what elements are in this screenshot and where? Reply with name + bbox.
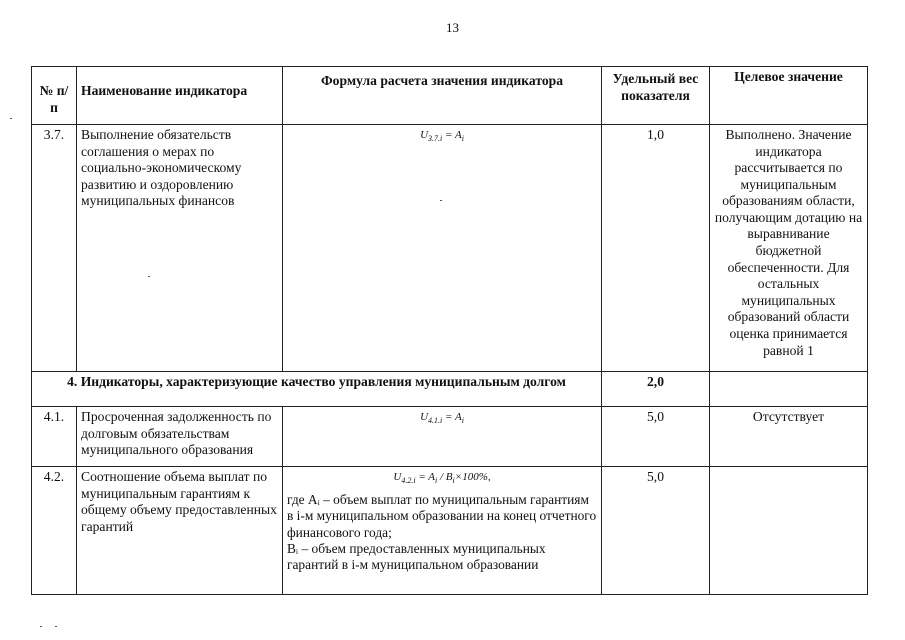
table-row-4-2 (32, 467, 868, 595)
scan-speck (40, 626, 42, 627)
scan-speck (10, 118, 12, 119)
section-target (710, 372, 868, 407)
page-number: 13 (446, 20, 459, 35)
table-header-row (32, 67, 868, 125)
formula-cell (283, 125, 602, 372)
formula: $U_{4.1.i} = A_i$ (420, 411, 464, 426)
weight-value: 1,0 (602, 125, 710, 372)
formula: $U_{3.7.i} = A_i$ (420, 129, 464, 144)
formula: $U_{4.2.i} = A_i / B_i\times 100\%$, (393, 471, 491, 486)
weight-value: 5,0 (602, 467, 710, 595)
scan-speck (148, 276, 150, 277)
header-formula: Формула расчета значения индикатора (283, 67, 602, 125)
formula-cell (283, 407, 602, 467)
header-weight: Удельный вес показателя (602, 67, 710, 125)
section-row-4 (32, 372, 868, 407)
indicator-name: Выполнение обязательств соглашения о мерах по социально-экономическому развитию и оздоровлению муниципальных финансов (77, 125, 283, 372)
indicator-name: Соотношение объема выплат по муниципальным гарантиям к общему объему предоставленных гарантий (77, 467, 283, 595)
row-num: 4.1. (32, 407, 77, 467)
target-value: Выполнено. Значение индикатора рассчитывается по муниципальным образованиям области, получающим дотацию на выравнивание бюджетной обеспеченности. Для остальных муниципальных образований области оценка принимается равной 1 (710, 125, 868, 372)
section-title: 4. Индикаторы, характеризующие качество управления муниципальным долгом (32, 372, 602, 407)
row-num: 3.7. (32, 125, 77, 372)
scan-speck (55, 626, 57, 627)
section-weight: 2,0 (602, 372, 710, 407)
formula-description: Bᵢ – объем предоставленных муниципальных гарантий в i-м муниципальном образовании (287, 540, 546, 573)
formula-cell (283, 467, 602, 595)
scan-speck (440, 200, 442, 201)
indicator-name: Просроченная задолженность по долговым обязательствам муниципального образования (77, 407, 283, 467)
formula-description: где Aᵢ – объем выплат по муниципальным гарантиям в i-м муниципальном образовании на конец отчетного финансового года; (287, 491, 597, 540)
header-target: Целевое значение (710, 67, 868, 125)
header-name: Наименование индикатора (77, 67, 283, 125)
header-num: № п/п (32, 67, 77, 125)
row-num: 4.2. (32, 467, 77, 595)
weight-value: 5,0 (602, 407, 710, 467)
indicator-table (31, 66, 868, 595)
target-value (710, 467, 868, 595)
table-row-4-1 (32, 407, 868, 467)
target-value: Отсутствует (710, 407, 868, 467)
table-row-3-7 (32, 125, 868, 372)
